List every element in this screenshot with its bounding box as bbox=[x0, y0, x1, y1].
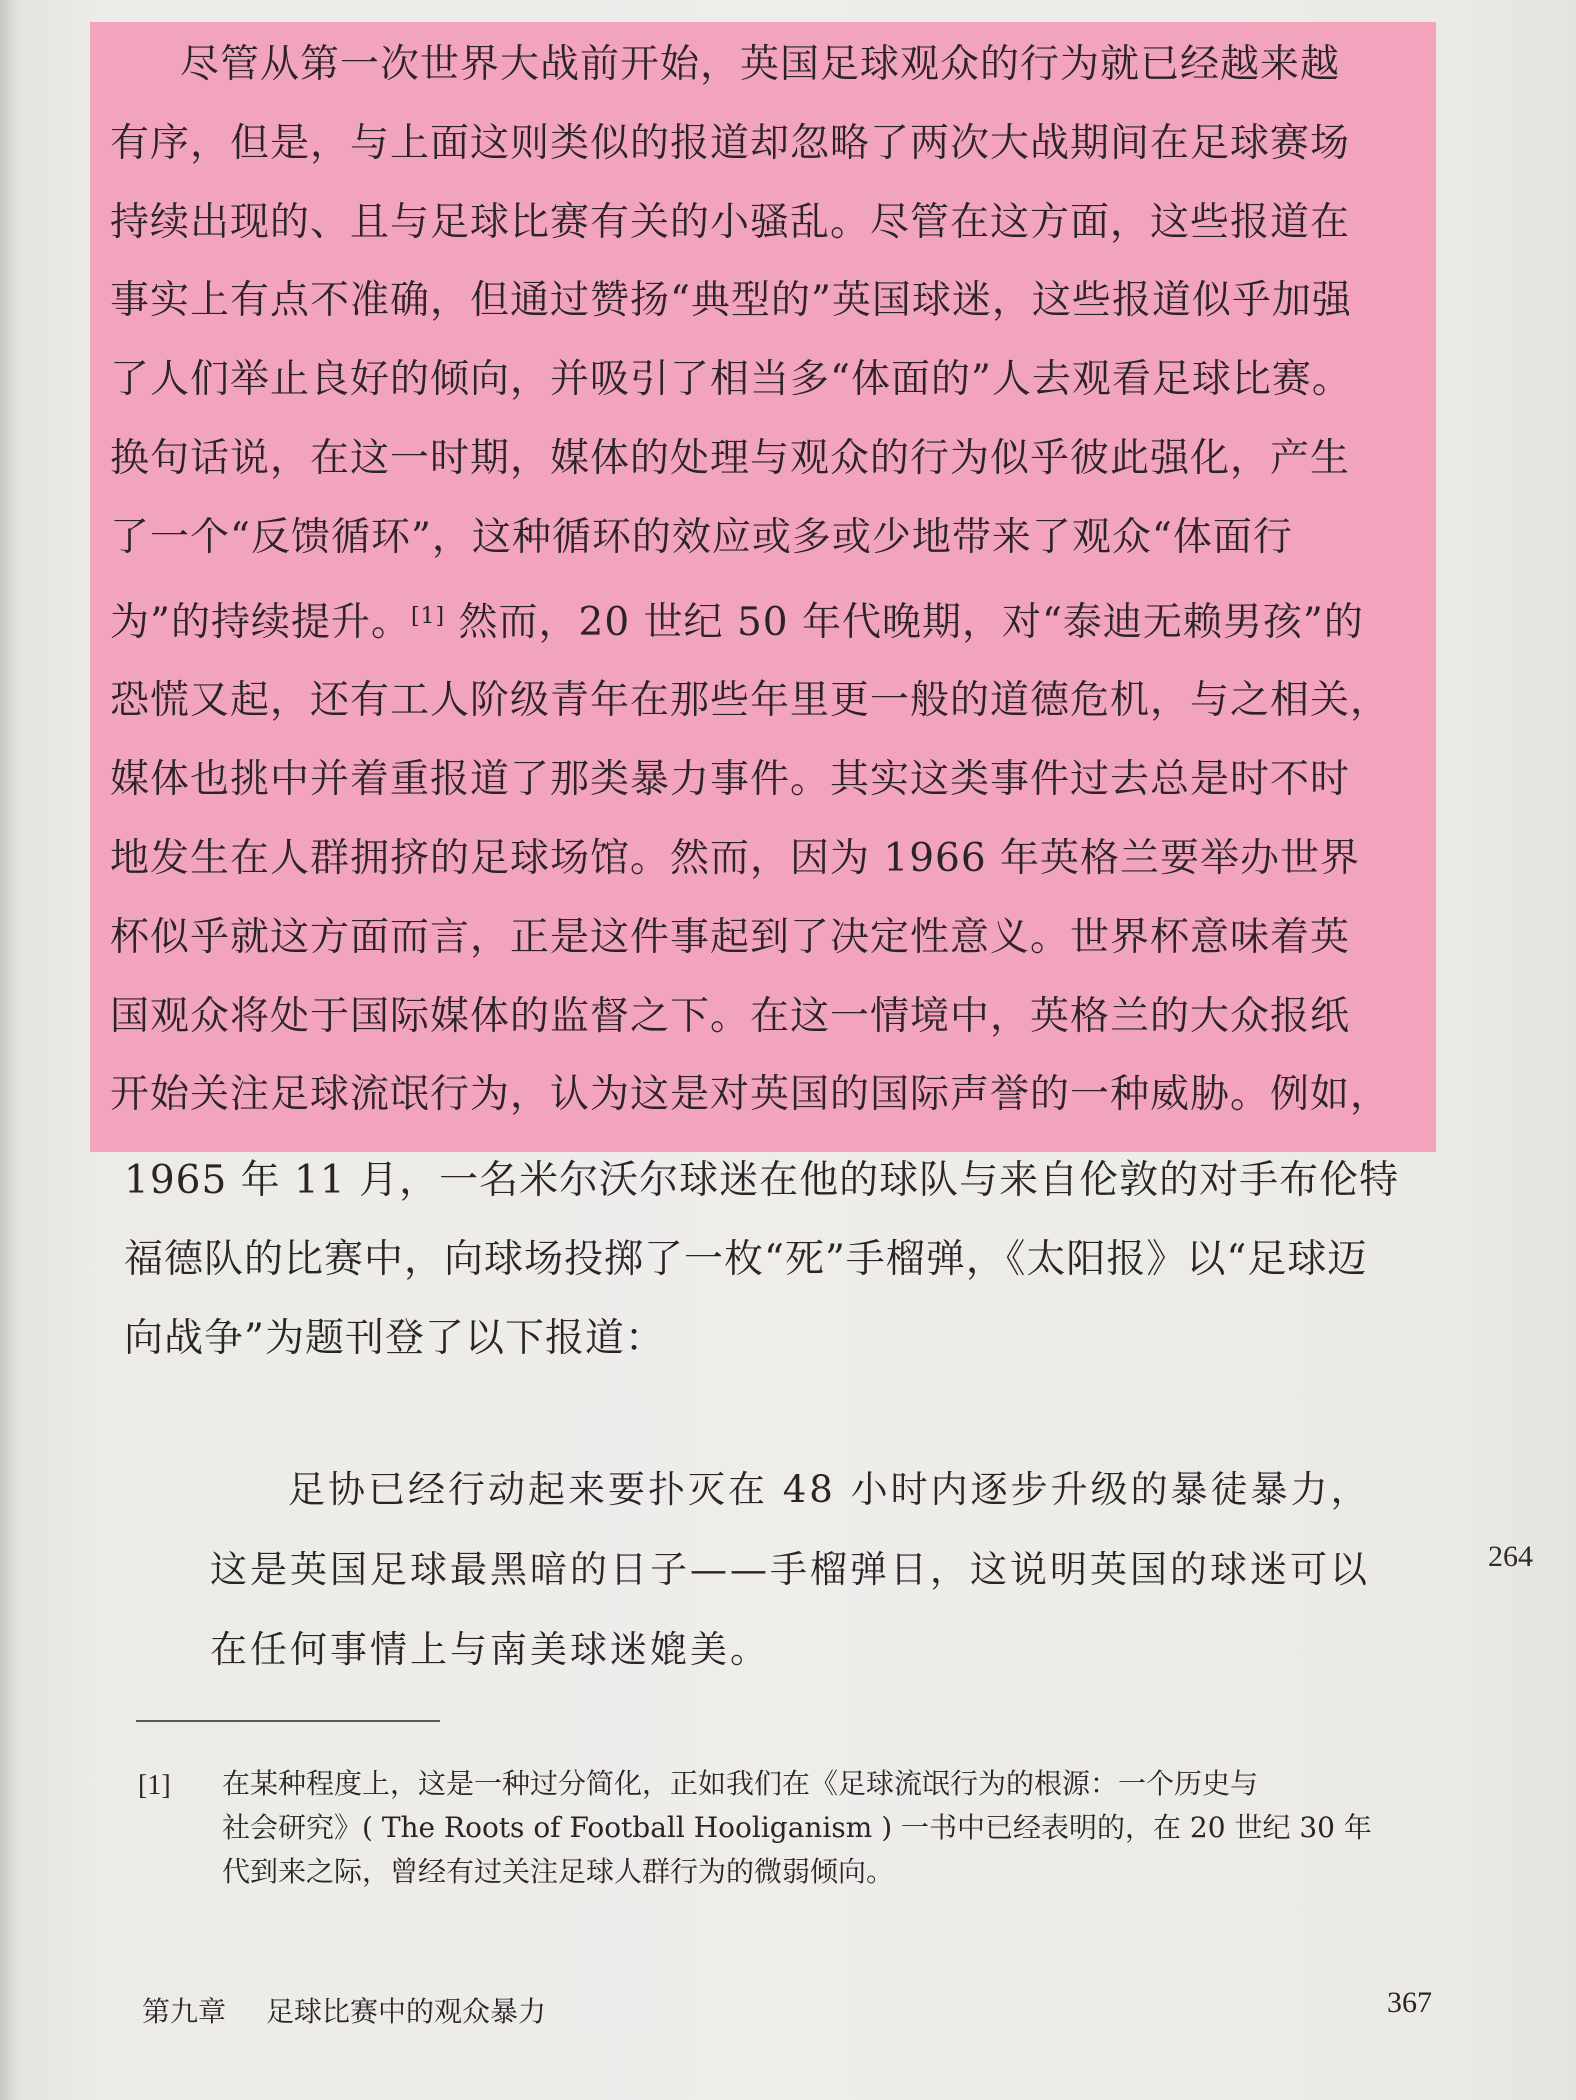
paragraph-line: 换句话说，在这一时期，媒体的处理与观众的行为似乎彼此强化，产生 bbox=[110, 435, 1351, 481]
paragraph-line: 杯似乎就这方面而言，正是这件事起到了决定性意义。世界杯意味着英 bbox=[110, 914, 1351, 960]
margin-page-number: 264 bbox=[1488, 1540, 1533, 1573]
footnote-line: 社会研究》( The Roots of Football Hooliganism ) 一书中已经表明的，在 20 世纪 30 年 bbox=[222, 1811, 1372, 1844]
paragraph-line-end: 然而，20 世纪 50 年代晚期，对“泰迪无赖男孩”的 bbox=[445, 599, 1364, 645]
paragraph-line: 福德队的比赛中，向球场投掷了一枚“死”手榴弹，《太阳报》以“足球迈 bbox=[124, 1236, 1368, 1282]
highlighted-paragraph bbox=[110, 26, 1426, 1135]
footnote-marker: [1] bbox=[138, 1770, 171, 1801]
footer-chapter-label: 第九章 bbox=[142, 1995, 227, 2028]
paragraph-line: 事实上有点不准确，但通过赞扬“典型的”英国球迷，这些报道似乎加强 bbox=[110, 278, 1352, 324]
page-gutter-shadow bbox=[0, 0, 18, 2100]
paragraph-line: 恐慌又起，还有工人阶级青年在那些年里更一般的道德危机，与之相关， bbox=[110, 678, 1391, 724]
quote-line: 这是英国足球最黑暗的日子——手榴弹日，这说明英国的球迷可以 bbox=[210, 1548, 1370, 1591]
paragraph-line-with-footnote bbox=[110, 578, 1426, 663]
paragraph-line: 媒体也挑中并着重报道了那类暴力事件。其实这类事件过去总是时不时 bbox=[110, 757, 1351, 803]
footnote-reference: [1] bbox=[410, 603, 446, 629]
paragraph-line: 了人们举止良好的倾向，并吸引了相当多“体面的”人去观看足球比赛。 bbox=[110, 357, 1352, 403]
footnote-divider bbox=[136, 1720, 440, 1722]
quote-line: 足协已经行动起来要扑灭在 48 小时内逐步升级的暴徒暴力， bbox=[288, 1468, 1371, 1511]
paragraph-line: 了一个“反馈循环”，这种循环的效应或多或少地带来了观众“体面行 bbox=[110, 514, 1293, 560]
continuation-paragraph bbox=[124, 1142, 1424, 1378]
footnote-body bbox=[222, 1762, 1442, 1894]
footnote-line: 代到来之际，曾经有过关注足球人群行为的微弱倾向。 bbox=[222, 1855, 895, 1888]
paragraph-line: 尽管从第一次世界大战前开始，英国足球观众的行为就已经越来越 bbox=[180, 42, 1341, 87]
paragraph-line: 1965 年 11 月，一名米尔沃尔球迷在他的球队与来自伦敦的对手布伦特 bbox=[124, 1158, 1400, 1203]
paragraph-line: 开始关注足球流氓行为，认为这是对英国的国际声誉的一种威胁。例如， bbox=[110, 1072, 1391, 1118]
paragraph-line: 地发生在人群拥挤的足球场馆。然而，因为 1966 年英格兰要举办世界 bbox=[110, 835, 1361, 881]
paragraph-line: 持续出现的、且与足球比赛有关的小骚乱。尽管在这方面，这些报道在 bbox=[110, 199, 1351, 245]
paragraph-line: 国观众将处于国际媒体的监督之下。在这一情境中，英格兰的大众报纸 bbox=[110, 993, 1351, 1039]
paragraph-line: 有序，但是，与上面这则类似的报道却忽略了两次大战期间在足球赛场 bbox=[110, 120, 1351, 166]
paragraph-line-start: 为”的持续提升。 bbox=[110, 599, 411, 645]
quote-line: 在任何事情上与南美球迷媲美。 bbox=[210, 1628, 770, 1671]
block-quote bbox=[210, 1450, 1436, 1690]
footer-page-number: 367 bbox=[1387, 1986, 1432, 2019]
paragraph-line: 向战争”为题刊登了以下报道： bbox=[124, 1315, 665, 1361]
footer-chapter-title: 足球比赛中的观众暴力 bbox=[266, 1995, 547, 2028]
footnote-line: 在某种程度上，这是一种过分简化，正如我们在《足球流氓行为的根源：一个历史与 bbox=[222, 1767, 1259, 1800]
